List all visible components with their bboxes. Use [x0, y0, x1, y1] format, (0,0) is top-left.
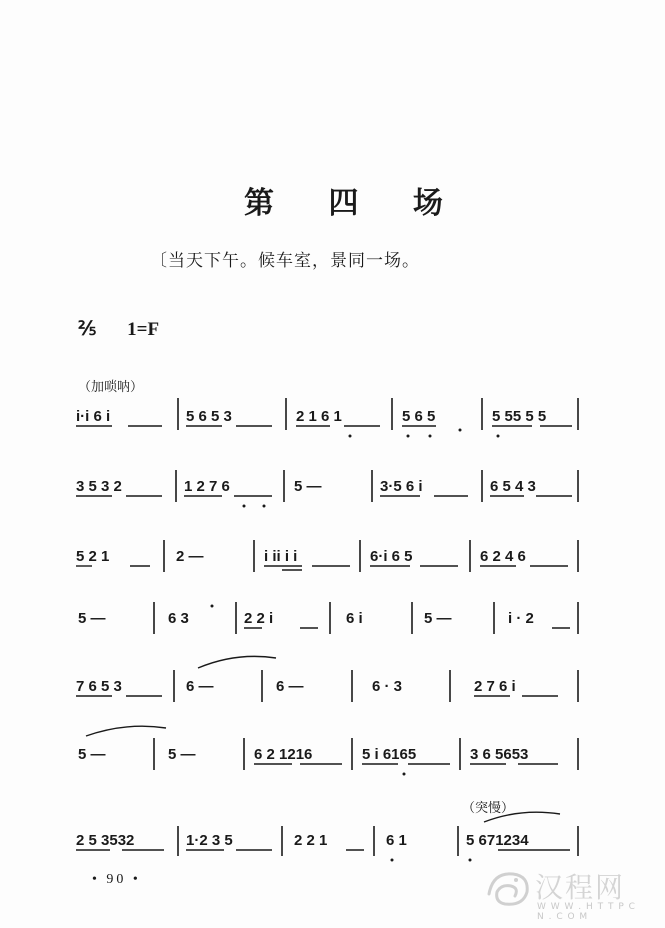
octave-dot — [211, 605, 214, 608]
measure-5-3: 6 — — [276, 678, 304, 695]
octave-dot — [243, 505, 246, 508]
octave-dot — [349, 435, 352, 438]
slur-arc — [484, 812, 560, 822]
measure-6-2: 5 — — [168, 746, 196, 763]
notation-line-4 — [78, 602, 578, 634]
measure-2-4: 3·5 6 i — [380, 478, 423, 495]
measure-6-3: 6 2 1216 — [254, 746, 313, 763]
measure-1-3: 2 1 6 1 — [296, 408, 342, 425]
measure-6-1: 5 — — [78, 746, 106, 763]
time-signature: ⅖ — [78, 319, 97, 340]
measure-7-3: 2 2 1 — [294, 832, 328, 849]
measure-2-5: 6 5 4 3 — [490, 478, 536, 495]
measure-7-1: 2 5 3532 — [76, 832, 135, 849]
measure-4-1: 5 — — [78, 610, 106, 627]
measure-7-4: 6 1 — [386, 832, 407, 849]
measure-1-4: 5 6 5 — [402, 408, 436, 425]
measure-5-1: 7 6 5 3 — [76, 678, 122, 695]
measure-6-5: 3 6 5653 — [470, 746, 529, 763]
octave-dot — [391, 859, 394, 862]
dragon-logo-icon — [483, 864, 533, 910]
stage-direction: 〔当天下午。候车室，景同一场。 — [150, 251, 420, 271]
octave-dot — [403, 773, 406, 776]
notation-line-2 — [76, 470, 578, 508]
measure-3-5: 6 2 4 6 — [480, 548, 526, 565]
octave-dot — [459, 429, 462, 432]
site-watermark — [477, 860, 647, 920]
watermark-url: W W W . H T T P C N . C O M — [537, 902, 636, 922]
instrument-annotation: （加唢呐） — [78, 380, 144, 395]
octave-dot — [469, 859, 472, 862]
watermark-text: 汉程网 — [535, 871, 626, 904]
measure-4-3: 2 2 i — [244, 610, 274, 627]
octave-dot — [407, 435, 410, 438]
measure-6-4: 5 i 6165 — [362, 746, 417, 763]
page-title: 第 四 场 — [244, 186, 465, 221]
measure-7-5: 5 671234 — [466, 832, 529, 849]
measure-4-2: 6 3 — [168, 610, 189, 627]
measure-2-3: 5 — — [294, 478, 322, 495]
measure-3-4: 6·i 6 5 — [370, 548, 413, 565]
measure-1-5: 5 55 5 5 — [492, 408, 547, 425]
notation-line-3 — [76, 540, 578, 572]
measure-1-1: i·i 6 i — [76, 408, 111, 425]
notation-line-6 — [78, 726, 578, 775]
measure-2-2: 1 2 7 6 — [184, 478, 230, 495]
measure-2-1: 3 5 3 2 — [76, 478, 122, 495]
octave-dot — [429, 435, 432, 438]
measure-7-2: 1·2 3 5 — [186, 832, 233, 849]
tempo-annotation: （突慢） — [462, 801, 515, 816]
notation-line-7 — [76, 812, 578, 861]
measure-3-2: 2 — — [176, 548, 204, 565]
measure-5-5: 2 7 6 i — [474, 678, 516, 695]
measure-4-5: 5 — — [424, 610, 452, 627]
key-signature: 1=F — [127, 319, 160, 340]
measure-3-3: i ii i i — [264, 548, 298, 565]
notation-line-1 — [76, 398, 578, 438]
measure-1-2: 5 6 5 3 — [186, 408, 232, 425]
measure-5-2: 6 — — [186, 678, 214, 695]
slur-arc — [198, 656, 276, 668]
page-number: • 90 • — [92, 872, 141, 887]
measure-4-6: i · 2 — [508, 610, 534, 627]
octave-dot — [497, 435, 500, 438]
slur-arc — [86, 726, 166, 736]
measure-5-4: 6 · 3 — [372, 678, 403, 695]
notation-line-5 — [76, 656, 578, 702]
octave-dot — [263, 505, 266, 508]
measure-3-1: 5 2 1 — [76, 548, 110, 565]
measure-4-4: 6 i — [346, 610, 363, 627]
